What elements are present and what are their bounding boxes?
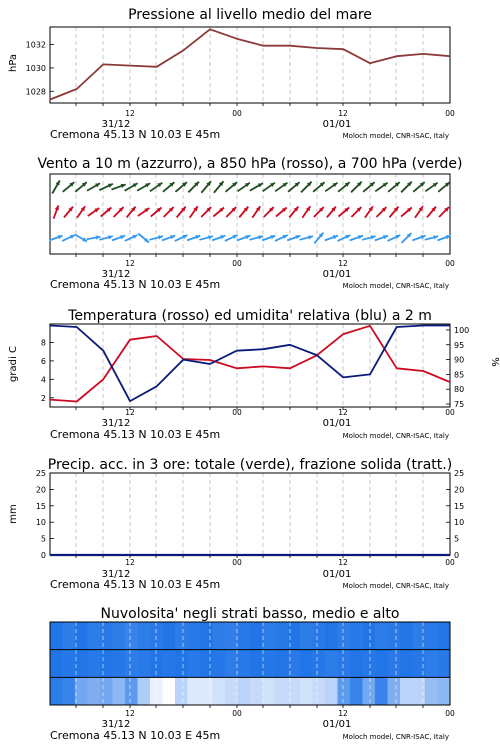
wind-arrow-head <box>58 235 63 239</box>
humidity-y-tick-label: 95 <box>454 340 465 350</box>
precipitation-y-tick-label: 20 <box>35 485 46 495</box>
date-label: 01/01 <box>322 719 352 730</box>
wind-850hpa-arrow <box>302 206 310 217</box>
wind-700hpa-arrow <box>425 183 437 192</box>
wind-10m-arrow <box>412 235 425 240</box>
cloud-cell-basso <box>125 677 138 705</box>
pressure-title: Pressione al livello medio del mare <box>128 7 372 23</box>
cloud-cell-medio <box>250 650 263 678</box>
cloud-cell-medio <box>388 650 401 678</box>
time-tick-label: 12 <box>125 558 135 567</box>
cloud-cell-alto <box>288 622 301 650</box>
wind-10m-arrow <box>49 235 62 240</box>
wind-850hpa-arrow <box>239 207 248 218</box>
wind-10m-arrow <box>249 235 263 240</box>
wind-10m-arrow <box>99 235 113 240</box>
date-label: 31/12 <box>101 569 131 580</box>
wind-700hpa-arrow <box>175 182 186 192</box>
cloud-cell-alto <box>350 622 363 650</box>
wind-700hpa-arrow <box>225 182 236 192</box>
cloud-cell-medio <box>213 650 226 678</box>
time-tick-label: 00 <box>445 408 455 417</box>
cloud-cell-basso <box>200 677 213 705</box>
cloud-cell-medio <box>50 650 63 678</box>
cloud-cell-medio <box>100 650 113 678</box>
cloud-cell-basso <box>388 677 401 705</box>
cloud-cell-alto <box>300 622 313 650</box>
cloud-cell-alto <box>263 622 276 650</box>
wind-700hpa-arrow <box>188 182 199 193</box>
cloud-cell-alto <box>375 622 388 650</box>
wind-700hpa-arrow <box>438 182 449 192</box>
time-tick-label: 12 <box>338 408 348 417</box>
cloud-cell-basso <box>375 677 388 705</box>
cloud-cell-alto <box>400 622 413 650</box>
cloud-cell-alto <box>313 622 326 650</box>
wind-10m-arrow <box>187 235 200 240</box>
cloud-cell-medio <box>150 650 163 678</box>
cloud-cell-medio <box>238 650 251 678</box>
cloud-cell-medio <box>313 650 326 678</box>
temperature-y-tick-label: 8 <box>40 338 46 348</box>
wind-850hpa-arrow <box>114 207 124 217</box>
wind-850hpa-arrow <box>101 208 112 217</box>
cloud-cell-alto <box>250 622 263 650</box>
wind-700hpa-arrow <box>87 183 100 191</box>
time-tick-label: 00 <box>232 109 242 118</box>
wind-10m-arrow <box>362 235 376 240</box>
wind-10m-arrow <box>199 235 213 240</box>
cloud-cell-medio <box>338 650 351 678</box>
cloud-cell-alto <box>50 622 63 650</box>
cloud-cell-medio <box>63 650 76 678</box>
cloud-cell-basso <box>88 677 101 705</box>
time-tick-label: 00 <box>445 259 455 268</box>
wind-700hpa-arrow <box>238 183 250 192</box>
wind-arrow-head <box>270 235 275 239</box>
wind-10m-arrow <box>350 235 363 240</box>
wind-arrow-head <box>383 235 388 239</box>
cloud-cell-alto <box>238 622 251 650</box>
wind-arrow-head <box>121 184 126 188</box>
wind-850hpa-arrow <box>365 206 373 217</box>
temperature-y-tick-label: 6 <box>40 356 46 366</box>
time-tick-label: 12 <box>338 558 348 567</box>
wind-10m-arrow <box>425 235 439 240</box>
wind-10m-arrow <box>138 234 149 243</box>
cloud-cell-basso <box>225 677 238 705</box>
wind-700hpa-arrow <box>99 184 113 190</box>
cloud-cell-alto <box>138 622 151 650</box>
cloud-cell-alto <box>200 622 213 650</box>
cloud-cell-alto <box>438 622 451 650</box>
precipitation-y-tick-label: 25 <box>35 469 46 478</box>
precipitation-y-tick-label: 10 <box>35 518 46 528</box>
cloud-cell-alto <box>63 622 76 650</box>
cloud-cell-basso <box>275 677 288 705</box>
cloud-cell-alto <box>163 622 176 650</box>
pressure-ylabel: hPa <box>8 53 19 73</box>
model-credit: Moloch model, CNR-ISAC, Italy <box>342 733 449 741</box>
cloud-cell-alto <box>88 622 101 650</box>
cloud-cell-basso <box>75 677 88 705</box>
temperature-y-tick-label: 2 <box>40 393 46 403</box>
temperature-ylabel: gradi C <box>8 346 19 382</box>
wind-700hpa-arrow <box>163 182 174 192</box>
wind-850hpa-arrow <box>190 206 198 217</box>
wind-850hpa-arrow <box>151 208 162 217</box>
wind-700hpa-arrow <box>375 183 387 192</box>
cloud-cell-basso <box>325 677 338 705</box>
precipitation-y-tick-label: 15 <box>35 501 46 511</box>
wind-10m-arrow <box>388 235 401 241</box>
cloud-cell-medio <box>263 650 276 678</box>
wind-700hpa-arrow <box>338 182 349 192</box>
wind-10m-arrow <box>125 235 138 241</box>
cloud-cell-alto <box>325 622 338 650</box>
time-tick-label: 12 <box>338 709 348 718</box>
wind-10m-arrow <box>87 235 101 239</box>
cloud-cell-alto <box>388 622 401 650</box>
cloud-cell-basso <box>238 677 251 705</box>
model-credit: Moloch model, CNR-ISAC, Italy <box>342 282 449 290</box>
date-label: 31/12 <box>101 269 131 280</box>
cloud-cell-basso <box>163 677 176 705</box>
wind-10m-arrow <box>300 235 314 240</box>
time-tick-label: 00 <box>445 558 455 567</box>
time-tick-label: 12 <box>338 259 348 268</box>
wind-title: Vento a 10 m (azzurro), a 850 hPa (rosso), a 700 hPa (verde) <box>37 156 463 172</box>
wind-850hpa-arrow <box>252 206 260 217</box>
wind-10m-arrow <box>225 235 238 241</box>
cloud-cell-basso <box>300 677 313 705</box>
wind-arrow-head <box>245 235 250 239</box>
cloud-cell-basso <box>113 677 126 705</box>
wind-10m-arrow <box>338 235 351 241</box>
wind-850hpa-arrow <box>276 208 287 217</box>
cloud-cell-basso <box>288 677 301 705</box>
wind-10m-arrow <box>437 235 450 240</box>
wind-10m-arrow <box>212 235 225 240</box>
humidity-y-tick-label: 85 <box>454 370 465 380</box>
wind-850hpa-arrow <box>289 207 298 218</box>
cloud-cell-basso <box>400 677 413 705</box>
wind-850hpa-arrow <box>88 208 99 216</box>
wind-700hpa-arrow <box>63 182 74 192</box>
wind-850hpa-arrow <box>213 208 224 217</box>
cloud-cell-basso <box>413 677 426 705</box>
wind-700hpa-arrow <box>125 183 138 191</box>
wind-700hpa-arrow <box>263 183 275 192</box>
precipitation-plot-frame <box>50 473 450 555</box>
cloud-cell-medio <box>125 650 138 678</box>
cloud-cell-medio <box>375 650 388 678</box>
station-info: Cremona 45.13 N 10.03 E 45m <box>50 128 221 141</box>
cloud-cell-medio <box>413 650 426 678</box>
wind-850hpa-arrow <box>64 207 73 218</box>
pressure-y-tick-label: 1028 <box>25 87 46 97</box>
cloud-cell-basso <box>50 677 63 705</box>
precipitation-ylabel: mm <box>8 504 19 524</box>
cloud-cell-medio <box>300 650 313 678</box>
wind-700hpa-arrow <box>137 183 150 191</box>
cloud-cell-medio <box>188 650 201 678</box>
cloud-cell-alto <box>413 622 426 650</box>
date-label: 01/01 <box>322 119 352 130</box>
humidity-y-tick-label: 100 <box>454 325 470 335</box>
wind-850hpa-arrow <box>415 206 423 217</box>
time-tick-label: 12 <box>125 259 135 268</box>
humidity-y-tick-label: 80 <box>454 385 465 395</box>
wind-10m-arrow <box>237 235 250 240</box>
cloud-cell-basso <box>63 677 76 705</box>
wind-850hpa-arrow <box>439 207 449 217</box>
cloud-cell-medio <box>350 650 363 678</box>
temperature-y-tick-label: 4 <box>40 375 46 385</box>
time-tick-label: 12 <box>125 109 135 118</box>
wind-850hpa-arrow <box>376 207 386 217</box>
wind-700hpa-arrow <box>313 182 324 192</box>
temperature-humidity-plot-frame <box>50 324 450 407</box>
wind-10m-arrow <box>375 235 388 240</box>
date-label: 01/01 <box>322 418 352 429</box>
cloud-cell-medio <box>163 650 176 678</box>
cloud-cell-alto <box>75 622 88 650</box>
wind-10m-arrow <box>402 233 412 243</box>
wind-700hpa-arrow <box>75 182 86 192</box>
humidity-y-tick-label: 90 <box>454 355 465 365</box>
cloud-cell-medio <box>75 650 88 678</box>
cloud-cell-basso <box>100 677 113 705</box>
precipitation-y-tick-label: 0 <box>40 551 46 560</box>
temperature-humidity-title: Temperatura (rosso) ed umidita' relativa (blu) a 2 m <box>68 308 432 324</box>
cloud-cell-alto <box>338 622 351 650</box>
wind-10m-arrow <box>175 235 188 241</box>
wind-850hpa-arrow <box>427 207 436 218</box>
model-credit: Moloch model, CNR-ISAC, Italy <box>342 432 449 440</box>
date-label: 31/12 <box>101 418 131 429</box>
cloud-cell-medio <box>363 650 376 678</box>
time-tick-label: 00 <box>232 408 242 417</box>
cloud-cover-title: Nuvolosita' negli strati basso, medio e alto <box>100 606 400 622</box>
precipitation-title: Precip. acc. in 3 ore: totale (verde), frazione solida (tratt.) <box>47 457 453 473</box>
time-tick-label: 00 <box>445 709 455 718</box>
cloud-cell-basso <box>138 677 151 705</box>
wind-700hpa-arrow <box>275 183 287 192</box>
humidity-line <box>50 326 450 402</box>
date-label: 01/01 <box>322 569 352 580</box>
cloud-cell-basso <box>188 677 201 705</box>
station-info: Cremona 45.13 N 10.03 E 45m <box>50 729 221 742</box>
cloud-cell-medio <box>200 650 213 678</box>
wind-850hpa-arrow <box>138 208 149 216</box>
wind-850hpa-arrow <box>339 208 350 217</box>
wind-10m-arrow <box>275 235 288 241</box>
wind-700hpa-arrow <box>351 182 362 193</box>
cloud-cell-basso <box>338 677 351 705</box>
wind-arrow-head <box>333 235 338 239</box>
cloud-cell-basso <box>263 677 276 705</box>
wind-850hpa-arrow <box>127 207 136 218</box>
wind-850hpa-arrow <box>389 207 398 218</box>
cloud-cell-medio <box>288 650 301 678</box>
cloud-cell-basso <box>363 677 376 705</box>
time-tick-label: 12 <box>125 709 135 718</box>
wind-arrow-head <box>195 235 200 239</box>
precipitation-y-tick-label-right: 0 <box>454 551 460 560</box>
wind-700hpa-arrow <box>325 183 337 192</box>
humidity-ylabel: % <box>489 357 500 367</box>
wind-700hpa-arrow <box>52 181 60 194</box>
cloud-cell-medio <box>275 650 288 678</box>
wind-700hpa-arrow <box>363 182 374 192</box>
wind-850hpa-arrow <box>264 207 274 217</box>
wind-850hpa-arrow <box>226 207 236 217</box>
wind-700hpa-arrow <box>214 181 224 192</box>
precipitation-y-tick-label-right: 5 <box>454 534 460 544</box>
wind-10m-arrow <box>262 235 275 240</box>
wind-arrow-head <box>120 235 125 239</box>
cloud-cell-medio <box>175 650 188 678</box>
cloud-cell-medio <box>425 650 438 678</box>
wind-700hpa-arrow <box>388 182 399 192</box>
cloud-cell-alto <box>213 622 226 650</box>
pressure-y-tick-label: 1030 <box>25 63 46 73</box>
station-info: Cremona 45.13 N 10.03 E 45m <box>50 578 221 591</box>
cloud-cell-basso <box>213 677 226 705</box>
cloud-cell-medio <box>113 650 126 678</box>
wind-850hpa-arrow <box>164 207 174 217</box>
pressure-y-tick-label: 1032 <box>25 40 46 50</box>
cloud-cell-basso <box>150 677 163 705</box>
cloud-cell-basso <box>313 677 326 705</box>
cloud-cell-basso <box>250 677 263 705</box>
cloud-cell-medio <box>225 650 238 678</box>
precipitation-y-tick-label-right: 10 <box>454 518 465 528</box>
wind-10m-arrow <box>162 235 175 240</box>
cloud-cell-alto <box>425 622 438 650</box>
time-tick-label: 00 <box>232 709 242 718</box>
wind-850hpa-arrow <box>401 208 412 217</box>
wind-850hpa-arrow <box>314 207 324 217</box>
wind-850hpa-arrow <box>54 205 59 218</box>
cloud-cell-basso <box>438 677 451 705</box>
cloud-cell-alto <box>100 622 113 650</box>
wind-700hpa-arrow <box>201 181 211 192</box>
precipitation-y-tick-label-right: 25 <box>454 469 465 478</box>
wind-850hpa-arrow <box>351 207 361 217</box>
precipitation-y-tick-label: 5 <box>40 534 46 544</box>
date-label: 31/12 <box>101 119 131 130</box>
precipitation-y-tick-label-right: 15 <box>454 501 465 511</box>
wind-arrow-head <box>170 235 175 239</box>
wind-850hpa-arrow <box>327 207 336 218</box>
precipitation-y-tick-label-right: 20 <box>454 485 465 495</box>
time-tick-label: 12 <box>125 408 135 417</box>
wind-10m-arrow <box>325 235 338 240</box>
cloud-cell-medio <box>325 650 338 678</box>
cloud-cell-alto <box>113 622 126 650</box>
pressure-line <box>50 29 450 99</box>
cloud-cell-medio <box>400 650 413 678</box>
cloud-cell-alto <box>225 622 238 650</box>
wind-arrow-head <box>220 235 225 239</box>
wind-10m-arrow <box>112 235 125 240</box>
time-tick-label: 00 <box>445 109 455 118</box>
station-info: Cremona 45.13 N 10.03 E 45m <box>50 428 221 441</box>
wind-700hpa-arrow <box>250 183 263 191</box>
wind-10m-arrow <box>62 235 75 241</box>
cloud-cell-basso <box>175 677 188 705</box>
wind-arrow-head <box>295 235 300 239</box>
wind-700hpa-arrow <box>401 182 412 193</box>
wind-700hpa-arrow <box>301 182 312 193</box>
model-credit: Moloch model, CNR-ISAC, Italy <box>342 582 449 590</box>
time-tick-label: 00 <box>232 259 242 268</box>
date-label: 31/12 <box>101 719 131 730</box>
wind-10m-arrow <box>75 235 87 242</box>
cloud-cell-medio <box>138 650 151 678</box>
wind-850hpa-arrow <box>177 207 186 218</box>
wind-10m-arrow <box>287 235 300 240</box>
wind-arrow-head <box>55 205 59 210</box>
model-credit: Moloch model, CNR-ISAC, Italy <box>342 132 449 140</box>
cloud-cell-alto <box>275 622 288 650</box>
cloud-cell-alto <box>175 622 188 650</box>
cloud-cell-alto <box>363 622 376 650</box>
cloud-cell-alto <box>150 622 163 650</box>
cloud-cell-medio <box>438 650 451 678</box>
wind-10m-arrow <box>314 233 323 244</box>
cloud-cell-basso <box>425 677 438 705</box>
time-tick-label: 12 <box>338 109 348 118</box>
cloud-cell-basso <box>350 677 363 705</box>
wind-700hpa-arrow <box>112 184 126 190</box>
cloud-cell-alto <box>188 622 201 650</box>
time-tick-label: 00 <box>232 558 242 567</box>
wind-arrow-head <box>358 235 363 239</box>
cloud-cell-alto <box>125 622 138 650</box>
wind-850hpa-arrow <box>77 206 85 217</box>
station-info: Cremona 45.13 N 10.03 E 45m <box>50 278 221 291</box>
humidity-y-tick-label: 75 <box>454 400 465 410</box>
cloud-cell-medio <box>88 650 101 678</box>
date-label: 01/01 <box>322 269 352 280</box>
